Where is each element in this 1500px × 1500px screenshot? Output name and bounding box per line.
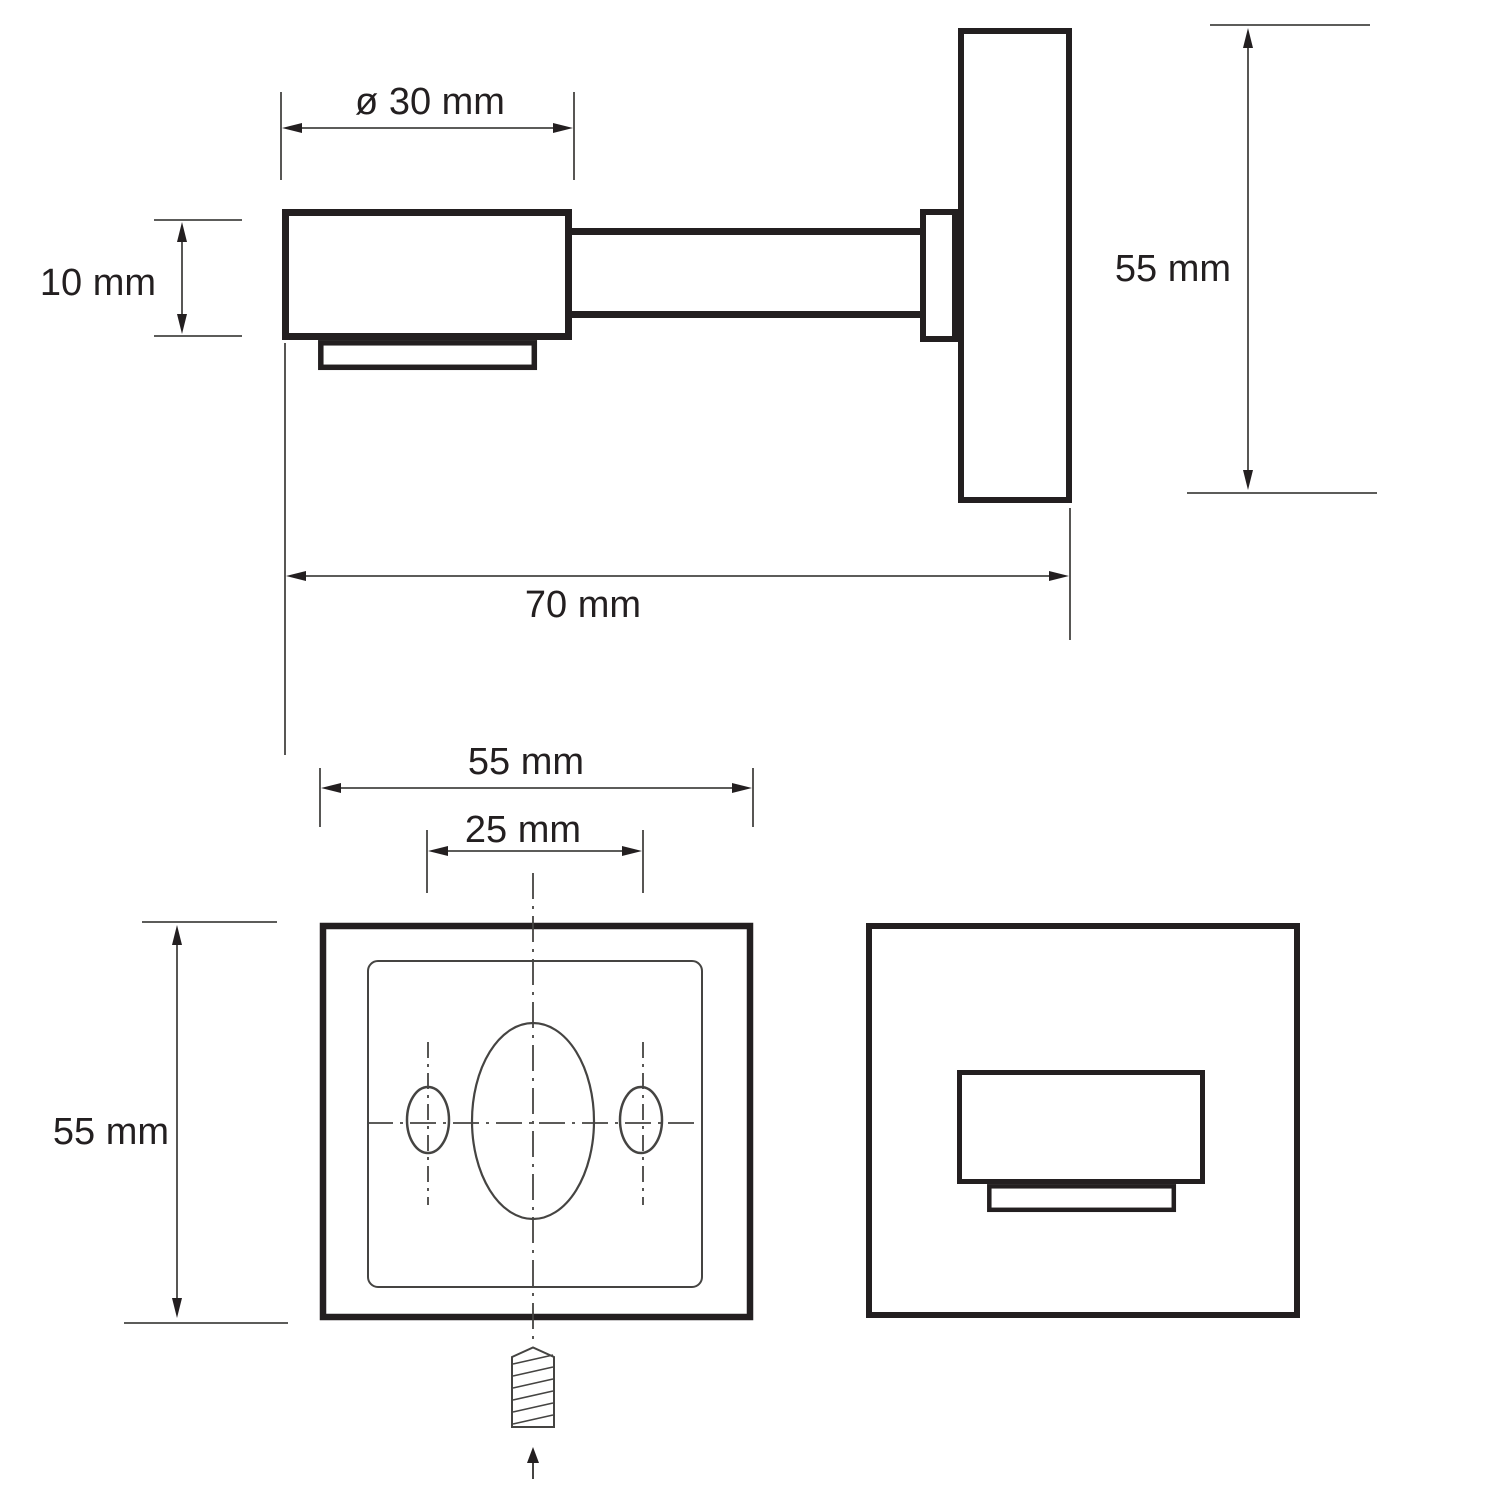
arrowhead-left-icon	[282, 123, 302, 133]
arrowhead-right-icon	[1049, 571, 1069, 581]
holder-body-outline	[286, 213, 569, 337]
holder-front-body-outline	[960, 1073, 1203, 1182]
screw-thread	[513, 1391, 553, 1400]
arrowhead-up-icon	[527, 1447, 539, 1463]
wall-plate-side-outline	[961, 31, 1069, 500]
arrowhead-up-icon	[172, 925, 182, 945]
arrowhead-down-icon	[1243, 470, 1253, 490]
arrowhead-right-icon	[622, 846, 642, 856]
screw-thread	[513, 1403, 553, 1412]
grub-screw	[512, 1348, 554, 1428]
screw-thread	[513, 1355, 553, 1364]
arrowhead-down-icon	[177, 314, 187, 334]
dimension-plate-height-side	[1115, 25, 1377, 493]
screw-thread	[513, 1379, 553, 1388]
holder-front-plate-outline	[869, 926, 1297, 1315]
dim-label-plate-height-side: 55 mm	[1114, 248, 1232, 290]
dim-label-holder-height: 10 mm	[39, 262, 157, 304]
dimension-holder-diameter	[281, 81, 574, 180]
arrowhead-up-icon	[177, 222, 187, 242]
dimension-hole-spacing	[427, 809, 643, 893]
dimension-total-depth	[285, 343, 1070, 755]
arrowhead-right-icon	[732, 783, 752, 793]
plate-inner-face-outline	[368, 961, 702, 1287]
holder-lip-outline	[321, 343, 535, 368]
arrowhead-left-icon	[286, 571, 306, 581]
dim-label-holder-diameter: ø 30 mm	[355, 81, 505, 123]
holder-front-view	[869, 926, 1297, 1315]
dim-label-plate-height-front: 55 mm	[52, 1111, 170, 1153]
arrowhead-right-icon	[553, 123, 573, 133]
holder-front-lip-outline	[989, 1186, 1174, 1210]
dimension-plate-height-front	[53, 922, 288, 1323]
arrowhead-down-icon	[172, 1298, 182, 1318]
dim-label-plate-width-front: 55 mm	[467, 741, 585, 783]
arrowhead-left-icon	[321, 783, 341, 793]
screw-insertion-arrow	[527, 1447, 539, 1479]
dim-label-total-depth: 70 mm	[524, 584, 642, 626]
screw-thread	[513, 1367, 553, 1376]
arrowhead-up-icon	[1243, 28, 1253, 48]
arrowhead-left-icon	[428, 846, 448, 856]
screw-thread	[513, 1415, 553, 1424]
dimension-holder-height	[40, 220, 242, 336]
wall-connector-outline	[923, 212, 955, 339]
plate-front-outline	[323, 926, 750, 1317]
plate-front-view	[323, 873, 750, 1479]
dim-label-hole-spacing: 25 mm	[464, 809, 582, 851]
right-fixing-hole	[620, 1087, 662, 1153]
